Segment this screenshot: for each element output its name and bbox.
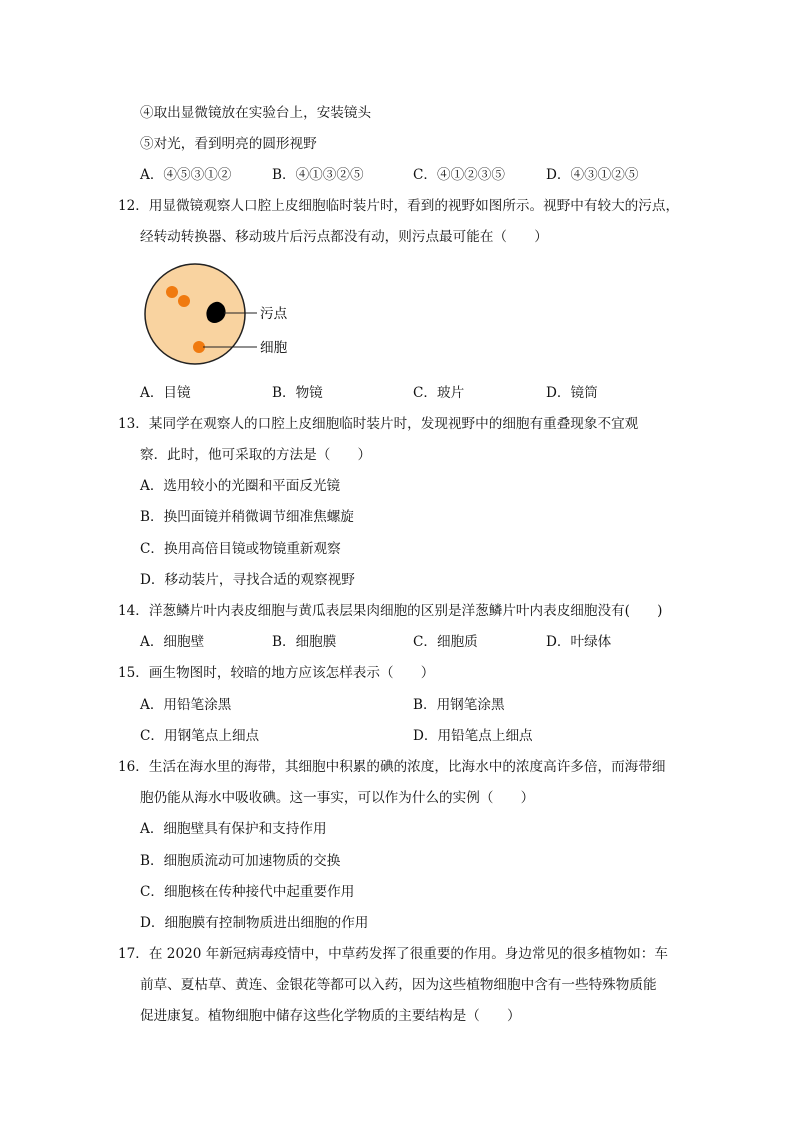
q16-stem-line2: 胞仍能从海水中吸收碘。这一事实，可以作为什么的实例（ ）	[140, 790, 535, 806]
cell-mark-2	[178, 295, 190, 307]
microscope-field-svg	[140, 262, 300, 377]
q13-stem-line2: 察．此时，他可采取的方法是（ ）	[140, 447, 372, 463]
q13-option-c: C．换用高倍目镜或物镜重新观察	[140, 541, 341, 557]
q12-stem-line1: 12．用显微镜观察人口腔上皮细胞临时装片时，看到的视野如图所示。视野中有较大的污点，	[118, 198, 680, 214]
q11-step4: ④取出显微镜放在实验台上，安装镜头	[140, 105, 372, 121]
q14-option-d: D．叶绿体	[546, 634, 612, 650]
q12-option-c: C．玻片	[413, 385, 465, 401]
q11-option-c: C．④①②③⑤	[413, 167, 505, 183]
q16-option-a: A．细胞壁具有保护和支持作用	[140, 821, 327, 837]
q16-stem-line1: 16．生活在海水里的海带，其细胞中积累的碘的浓度，比海水中的浓度高许多倍，而海带细	[118, 759, 666, 775]
q14-stem-line1: 14．洋葱鳞片叶内表皮细胞与黄瓜表层果肉细胞的区别是洋葱鳞片叶内表皮细胞没有( )	[118, 603, 663, 619]
q12-option-d: D．镜筒	[546, 385, 598, 401]
cell-mark-1	[166, 286, 178, 298]
q13-stem-line1: 13．某同学在观察人的口腔上皮细胞临时装片时，发现视野中的细胞有重叠现象不宜观	[118, 416, 639, 432]
q15-option-a: A．用铅笔涂黑	[140, 697, 232, 713]
label-spot: 污点	[260, 306, 288, 322]
q15-option-b: B．用钢笔涂黑	[413, 697, 505, 713]
q16-option-c: C．细胞核在传种接代中起重要作用	[140, 884, 355, 900]
q15-option-c: C．用钢笔点上细点	[140, 728, 260, 744]
q13-option-d: D．移动装片，寻找合适的观察视野	[140, 572, 355, 588]
q12-option-b: B．物镜	[272, 385, 323, 401]
label-cell: 细胞	[260, 340, 288, 356]
q16-option-b: B．细胞质流动可加速物质的交换	[140, 853, 341, 869]
microscope-field-figure	[140, 262, 300, 377]
q11-option-d: D．④③①②⑤	[546, 167, 639, 183]
q14-option-c: C．细胞质	[413, 634, 478, 650]
q17-stem-line3: 促进康复。植物细胞中储存这些化学物质的主要结构是（ ）	[140, 1008, 521, 1024]
q12-option-a: A．目镜	[140, 385, 191, 401]
q11-step5: ⑤对光，看到明亮的圆形视野	[140, 136, 317, 152]
q13-option-a: A．选用较小的光圈和平面反光镜	[140, 478, 341, 494]
q14-option-a: A．细胞壁	[140, 634, 205, 650]
q15-option-d: D．用铅笔点上细点	[413, 728, 533, 744]
q17-stem-line1: 17．在 2020 年新冠病毒疫情中，中草药发挥了很重要的作用。身边常见的很多植物如：车	[118, 946, 668, 962]
q13-option-b: B．换凹面镜并稍微调节细准焦螺旋	[140, 509, 354, 525]
q11-option-a: A．④⑤③①②	[140, 167, 232, 183]
q14-option-b: B．细胞膜	[272, 634, 337, 650]
q15-stem-line1: 15．画生物图时，较暗的地方应该怎样表示（ ）	[118, 665, 435, 681]
q16-option-d: D．细胞膜有控制物质进出细胞的作用	[140, 915, 369, 931]
q12-stem-line2: 经转动转换器、移动玻片后污点都没有动，则污点最可能在（ ）	[140, 229, 548, 245]
q11-option-b: B．④①③②⑤	[272, 167, 364, 183]
q17-stem-line2: 前草、夏枯草、黄连、金银花等都可以入药，因为这些植物细胞中含有一些特殊物质能	[140, 977, 657, 993]
